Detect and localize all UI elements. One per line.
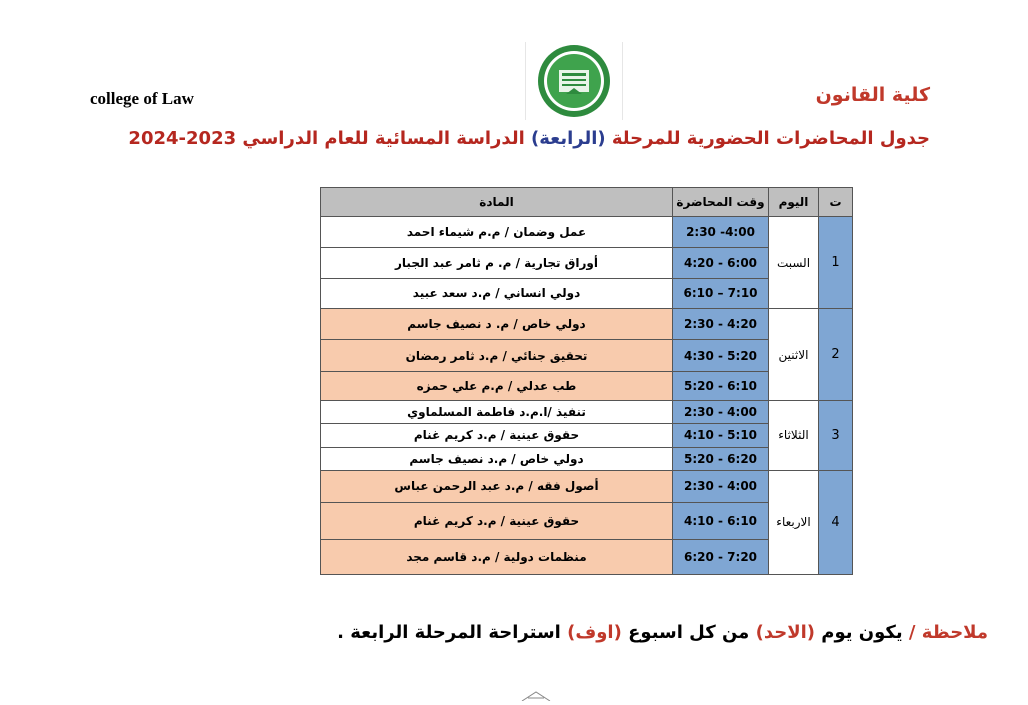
table-header-row xyxy=(321,188,853,217)
note-off: (اوف) xyxy=(567,622,622,643)
lecture-time: 6:20 - 7:20 xyxy=(673,539,769,574)
lecture-time: 6:10 – 7:10 xyxy=(673,278,769,308)
header-time: وقت المحاضرة xyxy=(673,188,769,217)
note-part-2: من كل اسبوع xyxy=(621,622,756,643)
subject-cell: أوراق تجارية / م. م ثامر عبد الجبار xyxy=(321,248,673,278)
table-row xyxy=(321,217,853,248)
title-part-1: جدول المحاضرات الحضورية للمرحلة xyxy=(605,128,930,149)
college-logo xyxy=(525,42,623,120)
day-name: الثلاثاء xyxy=(769,401,819,471)
subject-cell: عمل وضمان / م.م شيماء احمد xyxy=(321,217,673,248)
schedule-table xyxy=(320,187,853,575)
title-part-2: الدراسة المسائية للعام الدراسي 2023-2024 xyxy=(128,128,532,149)
schedule-title xyxy=(128,128,930,149)
day-number: 1 xyxy=(819,217,853,309)
day-number: 3 xyxy=(819,401,853,471)
lecture-time: 4:20 - 6:00 xyxy=(673,248,769,278)
lecture-time: 2:30 -4:00 xyxy=(673,217,769,248)
subject-cell: تحقيق جنائي / م.د ثامر رمضان xyxy=(321,340,673,371)
subject-cell: أصول فقه / م.د عبد الرحمن عباس xyxy=(321,470,673,502)
lecture-time: 2:30 - 4:00 xyxy=(673,401,769,424)
header-num: ت xyxy=(819,188,853,217)
day-number: 2 xyxy=(819,309,853,401)
table-row xyxy=(321,470,853,502)
lecture-time: 5:20 - 6:10 xyxy=(673,371,769,400)
subject-cell: تنفيذ /ا.م.د فاطمة المسلماوي xyxy=(321,401,673,424)
day-name: السبت xyxy=(769,217,819,309)
header-subject: المادة xyxy=(321,188,673,217)
day-name: الاربعاء xyxy=(769,470,819,574)
header-day: اليوم xyxy=(769,188,819,217)
day-name: الاثنين xyxy=(769,309,819,401)
note-text xyxy=(337,622,988,643)
lecture-time: 5:20 - 6:20 xyxy=(673,447,769,470)
subject-cell: دولي خاص / م.د نصيف جاسم xyxy=(321,447,673,470)
college-name-arabic: كلية القانون xyxy=(815,84,930,106)
subject-cell: طب عدلي / م.م علي حمزه xyxy=(321,371,673,400)
title-stage: (الرابعة) xyxy=(531,128,606,149)
table-row xyxy=(321,309,853,340)
note-label: ملاحظة / xyxy=(902,622,988,643)
lecture-time: 2:30 - 4:00 xyxy=(673,470,769,502)
subject-cell: دولي خاص / م. د نصيف جاسم xyxy=(321,309,673,340)
subject-cell: منظمات دولية / م.د قاسم مجد xyxy=(321,539,673,574)
note-part-3: استراحة المرحلة الرابعة . xyxy=(337,622,568,643)
subject-cell: دولي انساني / م.د سعد عبيد xyxy=(321,278,673,308)
day-number: 4 xyxy=(819,470,853,574)
footer-stamp-icon xyxy=(518,686,554,698)
subject-cell: حقوق عينية / م.د كريم غنام xyxy=(321,424,673,447)
subject-cell: حقوق عينية / م.د كريم غنام xyxy=(321,503,673,539)
lecture-time: 4:10 - 5:10 xyxy=(673,424,769,447)
lecture-time: 4:10 - 6:10 xyxy=(673,503,769,539)
lecture-time: 2:30 - 4:20 xyxy=(673,309,769,340)
college-name-english: college of Law xyxy=(90,89,194,108)
lecture-time: 4:30 - 5:20 xyxy=(673,340,769,371)
note-part-1: يكون يوم xyxy=(815,622,903,643)
table-row xyxy=(321,401,853,424)
note-day: (الاحد) xyxy=(755,622,815,643)
